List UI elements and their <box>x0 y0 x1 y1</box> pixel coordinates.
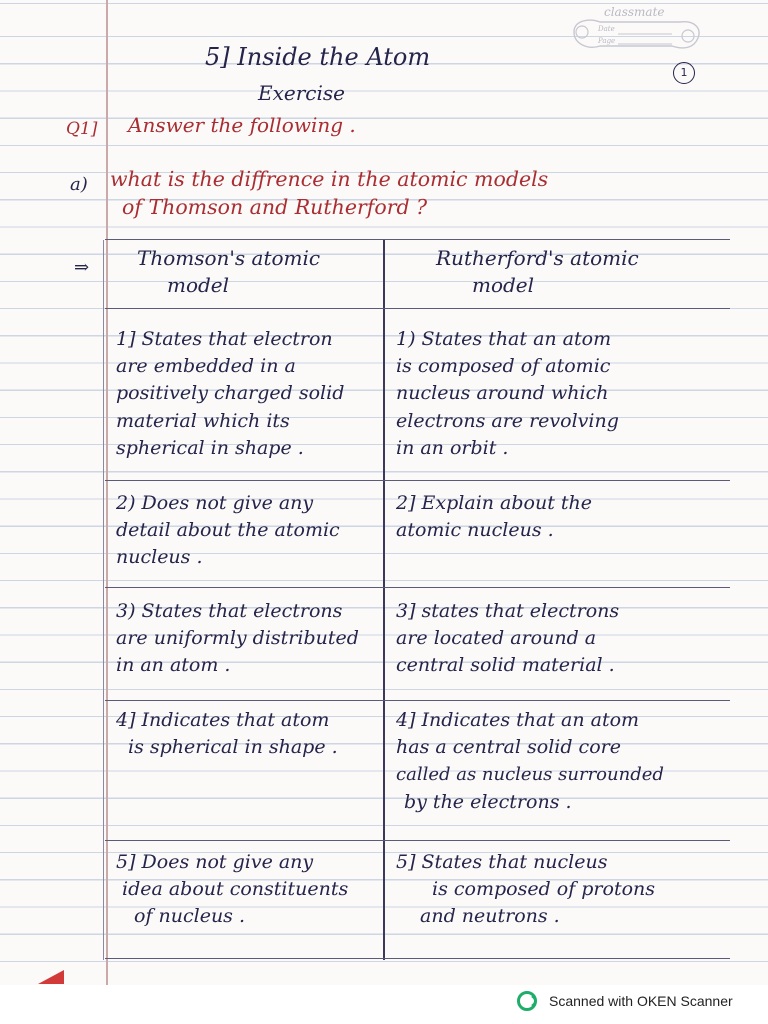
cell-line: are uniformly distributed <box>116 627 359 650</box>
cell-line: 4] Indicates that an atom <box>396 709 640 731</box>
table-cell-thomson-3 <box>116 598 359 680</box>
cell-line: nucleus around which <box>396 382 609 405</box>
scanner-watermark <box>517 989 733 1013</box>
cell-line: of nucleus . <box>134 905 246 928</box>
logo-date-label: Date <box>598 25 615 33</box>
notebook-logo <box>560 6 708 58</box>
cell-line: called as nucleus surrounded <box>396 764 664 786</box>
table-cell-rutherford-3 <box>396 598 619 680</box>
table-row-divider <box>105 700 730 701</box>
cell-line: electrons are revolving <box>396 409 619 432</box>
chapter-title: 5] Inside the Atom <box>205 43 431 71</box>
cell-line: 2) Does not give any <box>116 492 314 514</box>
table-bottom-border <box>105 958 730 959</box>
margin-line <box>106 0 108 985</box>
section-instruction: Answer the following . <box>128 113 356 137</box>
cell-line: nucleus . <box>116 546 203 569</box>
cell-line: positively charged solid <box>116 382 345 405</box>
cell-line: 1] States that electron <box>116 328 333 350</box>
notebook-brand-logo: classmate <box>604 5 665 19</box>
question-line-1: what is the diffrence in the atomic models <box>110 167 549 191</box>
cell-line: atomic nucleus . <box>396 519 554 542</box>
oken-scanner-logo-icon <box>517 990 541 1012</box>
cell-line: 5] States that nucleus <box>396 851 608 873</box>
cell-line: are located around a <box>396 627 597 650</box>
cell-line: is composed of protons <box>432 878 656 901</box>
table-cell-thomson-2 <box>116 490 340 572</box>
table-arrow-icon: ⇒ <box>74 257 90 278</box>
cell-line: are embedded in a <box>116 355 296 378</box>
table-left-border <box>103 240 104 960</box>
table-cell-thomson-1 <box>116 326 344 462</box>
table-top-border <box>105 239 730 240</box>
table-row-divider <box>105 480 730 481</box>
cell-line: idea about constituents <box>122 878 349 901</box>
cell-line: by the electrons . <box>404 790 572 813</box>
table-header-rutherford <box>436 245 639 299</box>
cell-line: material which its <box>116 409 290 432</box>
table-cell-rutherford-5 <box>396 849 655 931</box>
cell-line: 3] states that electrons <box>396 600 620 622</box>
cell-line: has a central solid core <box>396 736 621 759</box>
table-header-divider <box>105 308 730 309</box>
header-line: model <box>472 273 535 298</box>
section-label: Q1] <box>66 119 98 139</box>
cell-line: 4] Indicates that atom <box>116 709 330 731</box>
table-cell-rutherford-1 <box>396 326 619 462</box>
cell-line: is spherical in shape . <box>128 736 338 759</box>
header-line: Rutherford's atomic <box>436 246 639 270</box>
exercise-heading: Exercise <box>258 81 345 105</box>
table-cell-thomson-5 <box>116 849 348 931</box>
table-cell-rutherford-2 <box>396 490 592 544</box>
cell-line: 5] Does not give any <box>116 851 314 873</box>
cell-line: 2] Explain about the <box>396 492 593 514</box>
header-line: model <box>167 273 230 298</box>
page-number: 1 <box>673 62 695 84</box>
cell-line: 1) States that an atom <box>396 328 612 350</box>
page-edge-mark <box>38 970 64 984</box>
cell-line: detail about the atomic <box>116 519 340 542</box>
cell-line: 3) States that electrons <box>116 600 343 622</box>
cell-line: in an atom . <box>116 654 231 677</box>
cell-line: central solid material . <box>396 654 615 677</box>
question-line-2: of Thomson and Rutherford ? <box>122 195 428 219</box>
table-column-divider <box>383 240 385 960</box>
table-cell-rutherford-4 <box>396 707 664 816</box>
table-cell-thomson-4 <box>116 707 338 761</box>
table-row-divider <box>105 587 730 588</box>
cell-line: is composed of atomic <box>396 355 611 378</box>
cell-line: and neutrons . <box>420 905 560 928</box>
scanner-text: Scanned with OKEN Scanner <box>549 993 733 1009</box>
cell-line: spherical in shape . <box>116 436 304 459</box>
logo-page-label: Page <box>598 37 616 45</box>
header-line: Thomson's atomic <box>137 246 321 270</box>
question-label: a) <box>70 174 88 195</box>
table-header-thomson <box>137 245 320 299</box>
cell-line: in an orbit . <box>396 436 509 459</box>
table-row-divider <box>105 840 730 841</box>
